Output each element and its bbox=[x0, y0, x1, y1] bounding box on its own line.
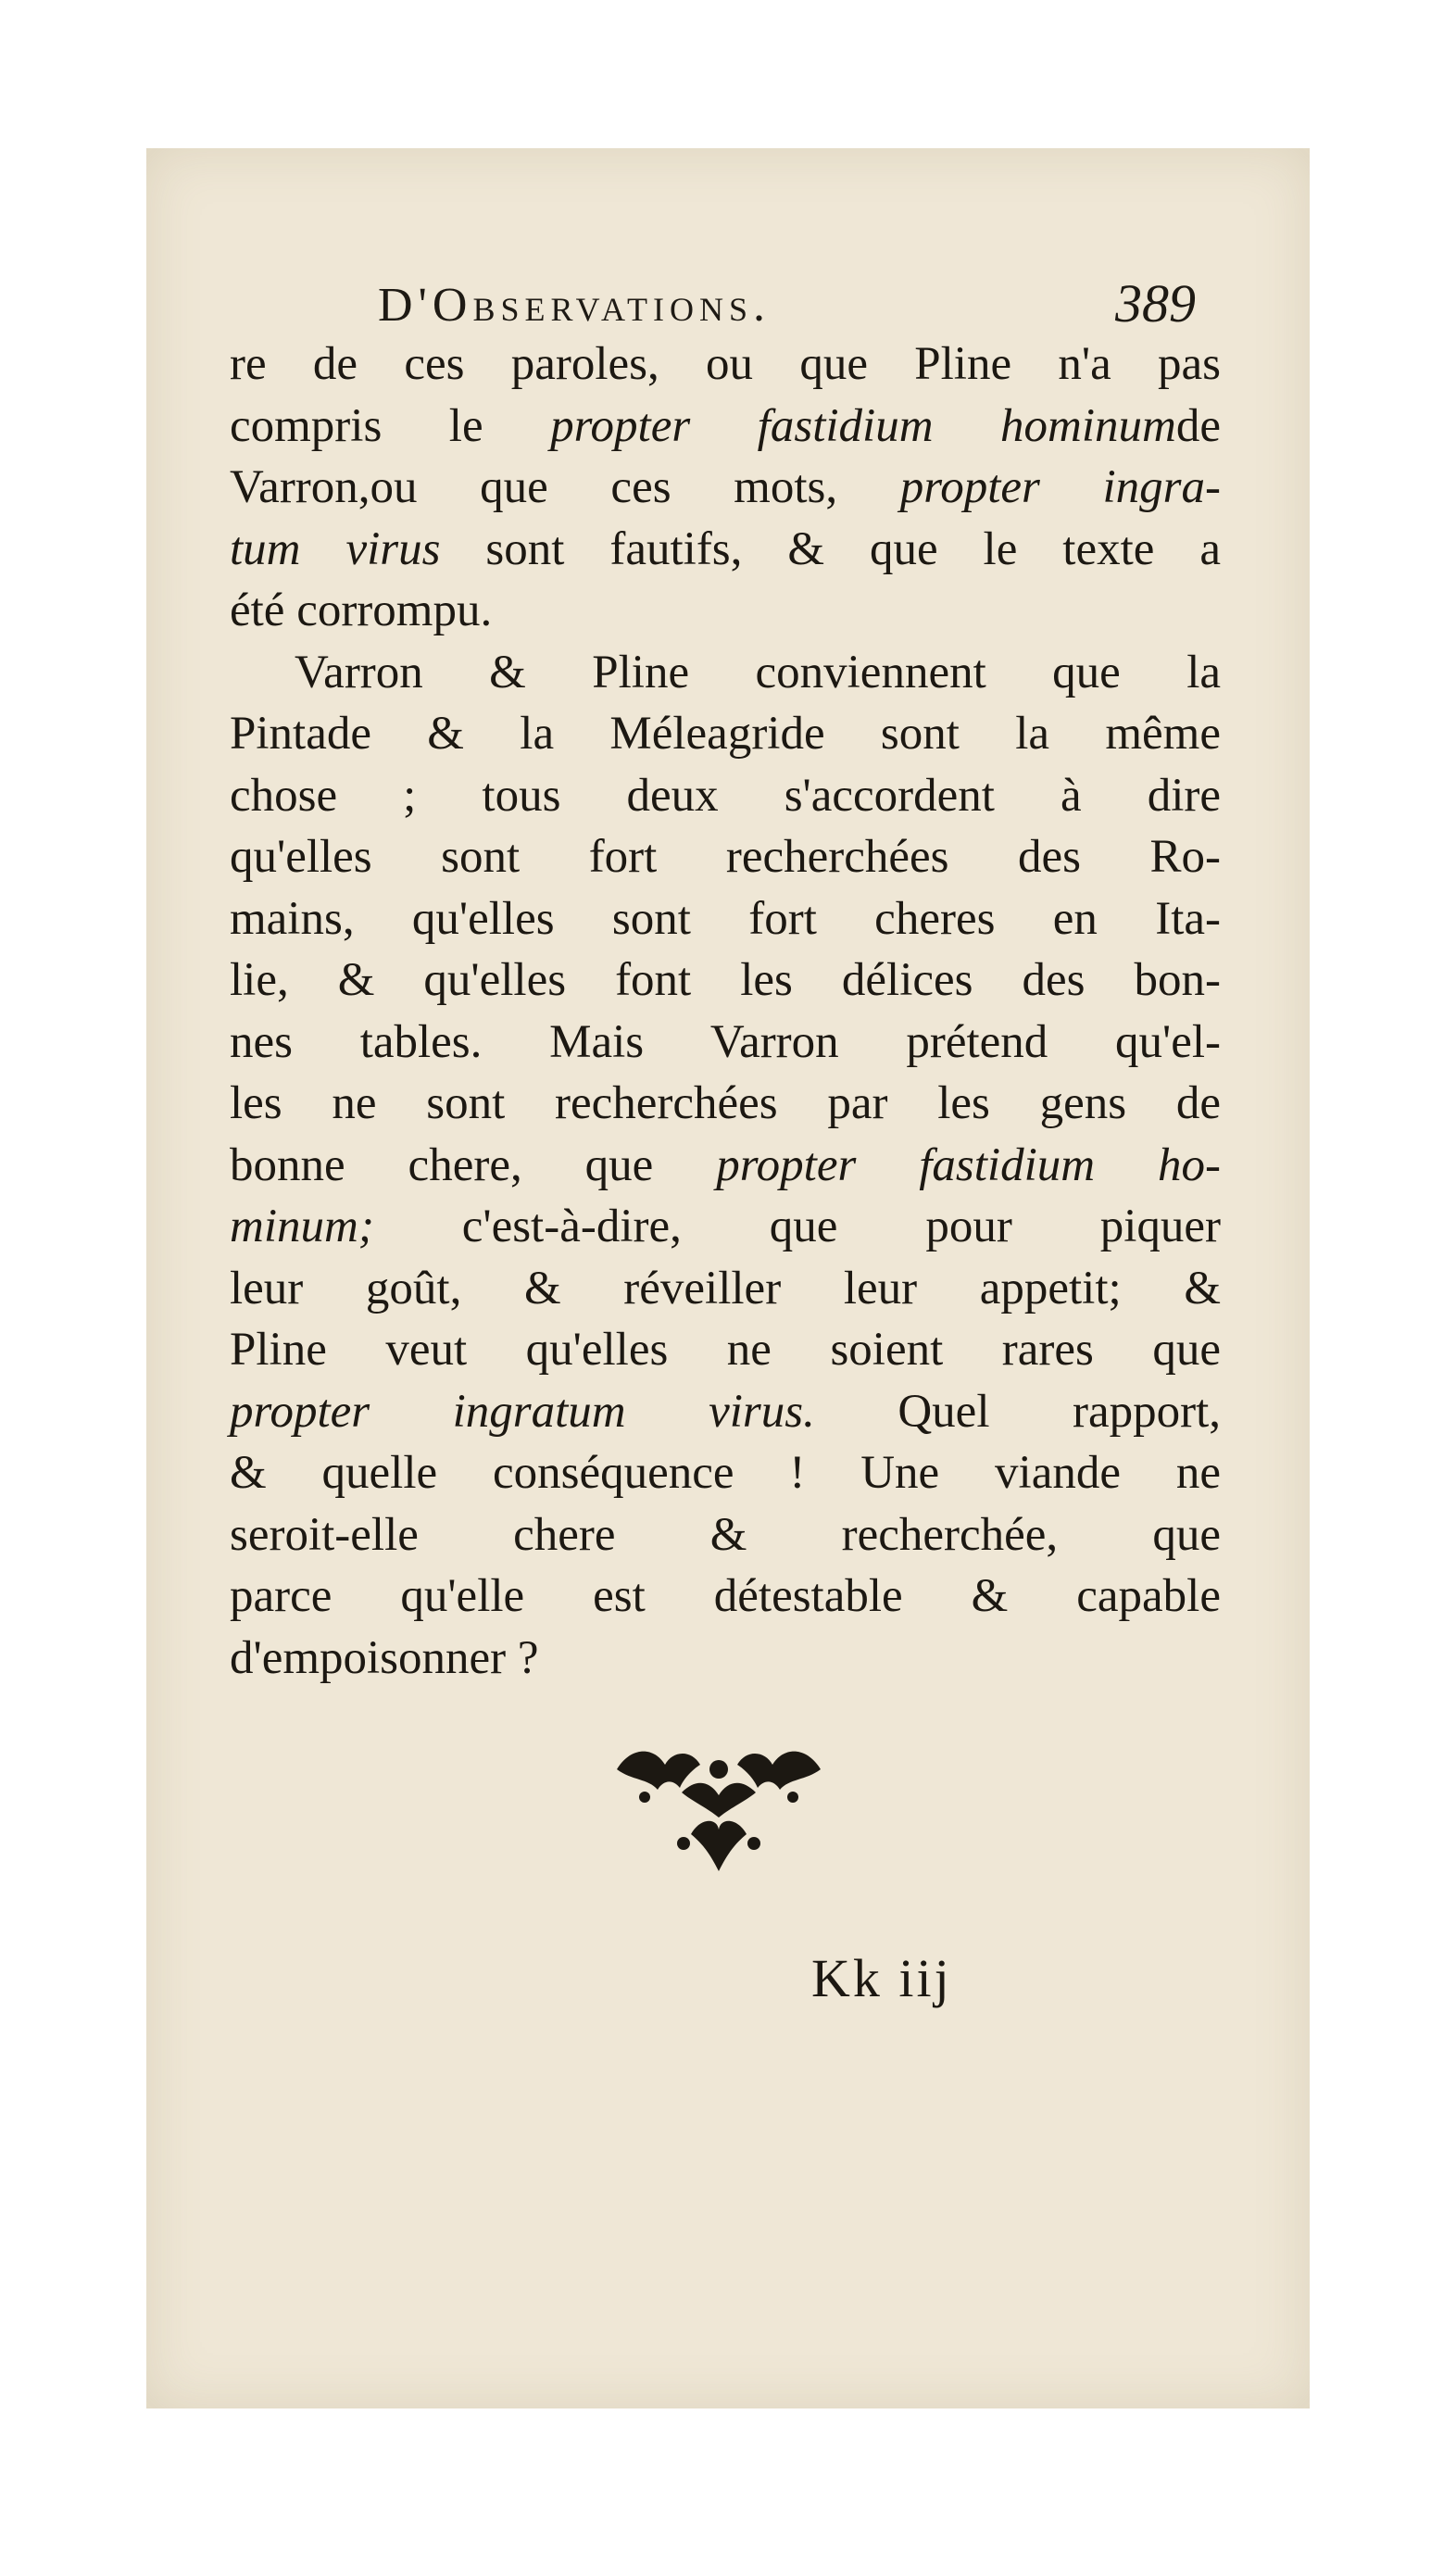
line-content bbox=[230, 333, 1221, 396]
text-line bbox=[230, 457, 1221, 519]
text-line bbox=[230, 1628, 1221, 1690]
text-run: les ne sont recherchées par les gens de bbox=[230, 1077, 1221, 1129]
text-run: compris le bbox=[230, 399, 551, 452]
line-content bbox=[230, 1135, 1221, 1197]
text-line bbox=[230, 1258, 1221, 1320]
line-content bbox=[230, 396, 1221, 458]
text-run: Quel rapport, bbox=[814, 1385, 1221, 1438]
text-line bbox=[230, 396, 1221, 458]
text-line bbox=[230, 1135, 1221, 1197]
text-line bbox=[230, 1012, 1221, 1074]
line-content bbox=[230, 950, 1221, 1012]
italic-run: propter ingratum virus. bbox=[230, 1385, 815, 1438]
italic-run: propter fastidium ho- bbox=[716, 1138, 1221, 1191]
text-line bbox=[230, 1073, 1221, 1135]
text-run: qu'elles sont fort recherchées des Ro- bbox=[230, 831, 1221, 883]
italic-run: propter fastidium hominum bbox=[550, 399, 1176, 452]
line-content bbox=[230, 1504, 1221, 1566]
italic-run: tum virus bbox=[230, 522, 441, 575]
line-content bbox=[230, 585, 492, 636]
text-line bbox=[230, 1381, 1221, 1443]
text-line bbox=[230, 1196, 1221, 1258]
text-line bbox=[230, 1504, 1221, 1566]
page-number: 389 bbox=[1115, 273, 1196, 333]
text-line bbox=[230, 1319, 1221, 1381]
line-content bbox=[230, 1073, 1221, 1135]
line-content bbox=[230, 1381, 1221, 1443]
text-run: parce qu'elle est détestable & capable bbox=[230, 1570, 1221, 1622]
text-run: mains, qu'elles sont fort cheres en Ita- bbox=[230, 892, 1221, 945]
italic-run: minum; bbox=[230, 1201, 374, 1252]
text-run: nes tables. Mais Varron prétend qu'el- bbox=[230, 1015, 1221, 1068]
text-run: leur goût, & réveiller leur appetit; & bbox=[230, 1262, 1221, 1314]
line-content bbox=[230, 519, 1221, 581]
line-content bbox=[230, 1258, 1221, 1320]
line-content bbox=[230, 703, 1221, 765]
text-run: bonne chere, que bbox=[230, 1138, 717, 1191]
line-content bbox=[230, 1632, 539, 1684]
text-line bbox=[230, 765, 1221, 827]
text-line bbox=[230, 1442, 1221, 1504]
text-line bbox=[230, 1566, 1221, 1628]
text-line bbox=[230, 888, 1221, 950]
text-run: c'est-à-dire, que pour piquer bbox=[373, 1201, 1221, 1252]
text-run: d'empoisonner ? bbox=[230, 1631, 539, 1684]
line-content bbox=[230, 1012, 1221, 1074]
text-run: re de ces paroles, ou que Pline n'a pas bbox=[230, 338, 1221, 390]
line-content bbox=[230, 765, 1221, 827]
line-content bbox=[230, 1196, 1221, 1258]
text-line bbox=[230, 580, 1221, 642]
text-line bbox=[230, 642, 1221, 704]
line-content bbox=[230, 826, 1221, 888]
body-text bbox=[230, 333, 1221, 1689]
text-run: Pline veut qu'elles ne soient rares que bbox=[230, 1324, 1221, 1376]
text-run: de bbox=[1175, 399, 1221, 452]
line-content bbox=[230, 1319, 1221, 1381]
line-content bbox=[295, 642, 1221, 704]
text-run: & quelle conséquence ! Une viande ne bbox=[230, 1447, 1221, 1499]
text-line bbox=[230, 826, 1221, 888]
line-content bbox=[230, 1566, 1221, 1628]
text-run: lie, & qu'elles font les délices des bon- bbox=[230, 954, 1221, 1006]
line-content bbox=[230, 457, 1221, 519]
line-content bbox=[230, 1442, 1221, 1504]
signature-mark: Kk iij bbox=[811, 1948, 952, 2008]
running-head: D'Observations. bbox=[378, 279, 771, 332]
paragraph-2 bbox=[230, 642, 1221, 1690]
text-line bbox=[230, 333, 1221, 396]
text-line bbox=[230, 950, 1221, 1012]
text-run: été corrompu. bbox=[230, 585, 493, 636]
text-run: Varron & Pline conviennent que la bbox=[295, 646, 1221, 698]
text-run: chose ; tous deux s'accordent à dire bbox=[230, 769, 1221, 822]
text-run: seroit-elle chere & recherchée, que bbox=[230, 1508, 1221, 1561]
line-content bbox=[230, 888, 1221, 950]
text-line bbox=[230, 703, 1221, 765]
text-run: Pintade & la Méleagride sont la même bbox=[230, 708, 1221, 760]
text-run: sont fautifs, & que le texte a bbox=[440, 522, 1221, 575]
fleuron-ornament-icon bbox=[580, 1714, 858, 1899]
text-run: Varron,ou que ces mots, bbox=[230, 461, 900, 513]
italic-run: propter ingra- bbox=[899, 461, 1221, 513]
paragraph-1 bbox=[230, 333, 1221, 642]
text-line bbox=[230, 519, 1221, 581]
book-page bbox=[146, 148, 1310, 2408]
